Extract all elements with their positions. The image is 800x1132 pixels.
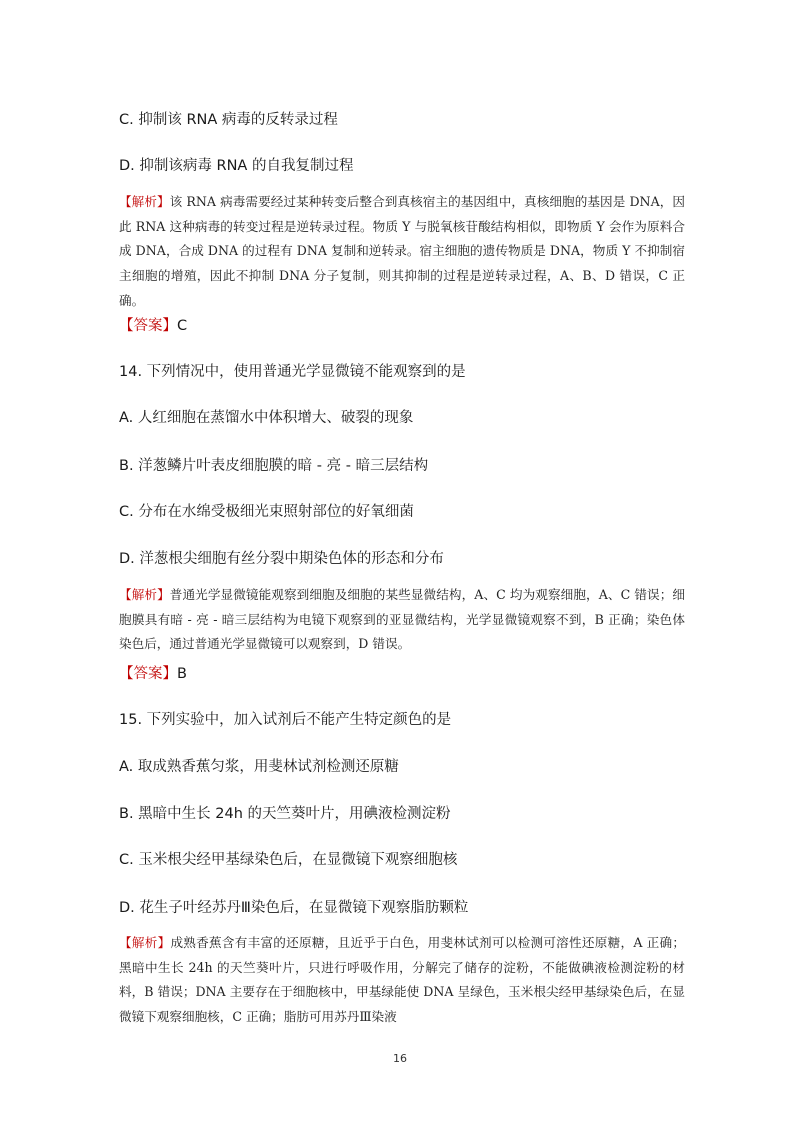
answer-tag: 【答案】	[119, 318, 177, 334]
q15-option-d: D. 花生子叶经苏丹Ⅲ染色后，在显微镜下观察脂肪颗粒	[119, 900, 469, 916]
q14-option-c: C. 分布在水绵受极细光束照射部位的好氧细菌	[119, 504, 414, 520]
answer-value: B	[177, 666, 187, 682]
q15-option-a: A. 取成熟香蕉匀浆，用斐林试剂检测还原糖	[119, 759, 399, 775]
q14-analysis	[119, 583, 685, 663]
q13-analysis	[119, 190, 685, 308]
q13-answer	[119, 316, 187, 336]
q14-option-d: D. 洋葱根尖细胞有丝分裂中期染色体的形态和分布	[119, 551, 444, 567]
q15-option-c: C. 玉米根尖经甲基绿染色后，在显微镜下观察细胞核	[119, 852, 458, 868]
analysis-tag: 【解析】	[119, 587, 170, 602]
answer-tag: 【答案】	[119, 666, 177, 682]
q13-option-c: C. 抑制该 RNA 病毒的反转录过程	[119, 112, 338, 128]
analysis-text: 该 RNA 病毒需要经过某种转变后整合到真核宿主的基因组中，真核细胞的基因是 DNA，因此 RNA 这种病毒的转变过程是逆转录过程。物质 Y 与脱氧核苷酸结构相似，即物质 Y 会作为原料合成 DNA，合成 DNA 的过程有 DNA 复制和逆转录。宿主细胞的遗传物质是 DNA，物质 Y 不抑制宿主细胞的增殖，因此不抑制 DNA 分子复制，则其抑制的过程是逆转录过程，A、B、D 错误，C 正确。	[119, 194, 685, 308]
q15-stem: 15. 下列实验中，加入试剂后不能产生特定颜色的是	[119, 712, 452, 728]
analysis-tag: 【解析】	[119, 935, 171, 950]
answer-value: C	[177, 318, 188, 334]
analysis-tag: 【解析】	[119, 194, 170, 209]
analysis-text: 成熟香蕉含有丰富的还原糖，且近乎于白色，用斐林试剂可以检测可溶性还原糖，A 正确；黑暗中生长 24h 的天竺葵叶片，只进行呼吸作用，分解完了储存的淀粉，不能做碘液检测淀粉的材料，B 错误；DNA 主要存在于细胞核中，甲基绿能使 DNA 呈绿色，玉米根尖经甲基绿染色后，在显微镜下观察细胞核，C 正确；脂肪可用苏丹Ⅲ染液	[119, 935, 685, 1025]
q14-stem: 14. 下列情况中，使用普通光学显微镜不能观察到的是	[119, 364, 466, 380]
q15-option-b: B. 黑暗中生长 24h 的天竺葵叶片，用碘液检测淀粉	[119, 806, 451, 822]
q15-analysis	[119, 931, 685, 1041]
q14-answer	[119, 664, 187, 684]
q13-option-d: D. 抑制该病毒 RNA 的自我复制过程	[119, 158, 354, 174]
page-number: 16	[393, 1052, 407, 1065]
q14-option-b: B. 洋葱鳞片叶表皮细胞膜的暗 - 亮 - 暗三层结构	[119, 458, 429, 474]
q14-option-a: A. 人红细胞在蒸馏水中体积增大、破裂的现象	[119, 410, 414, 426]
analysis-text: 普通光学显微镜能观察到细胞及细胞的某些显微结构，A、C 均为观察细胞，A、C 错误；细胞膜具有暗 - 亮 - 暗三层结构为电镜下观察到的亚显微结构，光学显微镜观察不到，B 正确；染色体染色后，通过普通光学显微镜可以观察到，D 错误。	[119, 587, 686, 652]
